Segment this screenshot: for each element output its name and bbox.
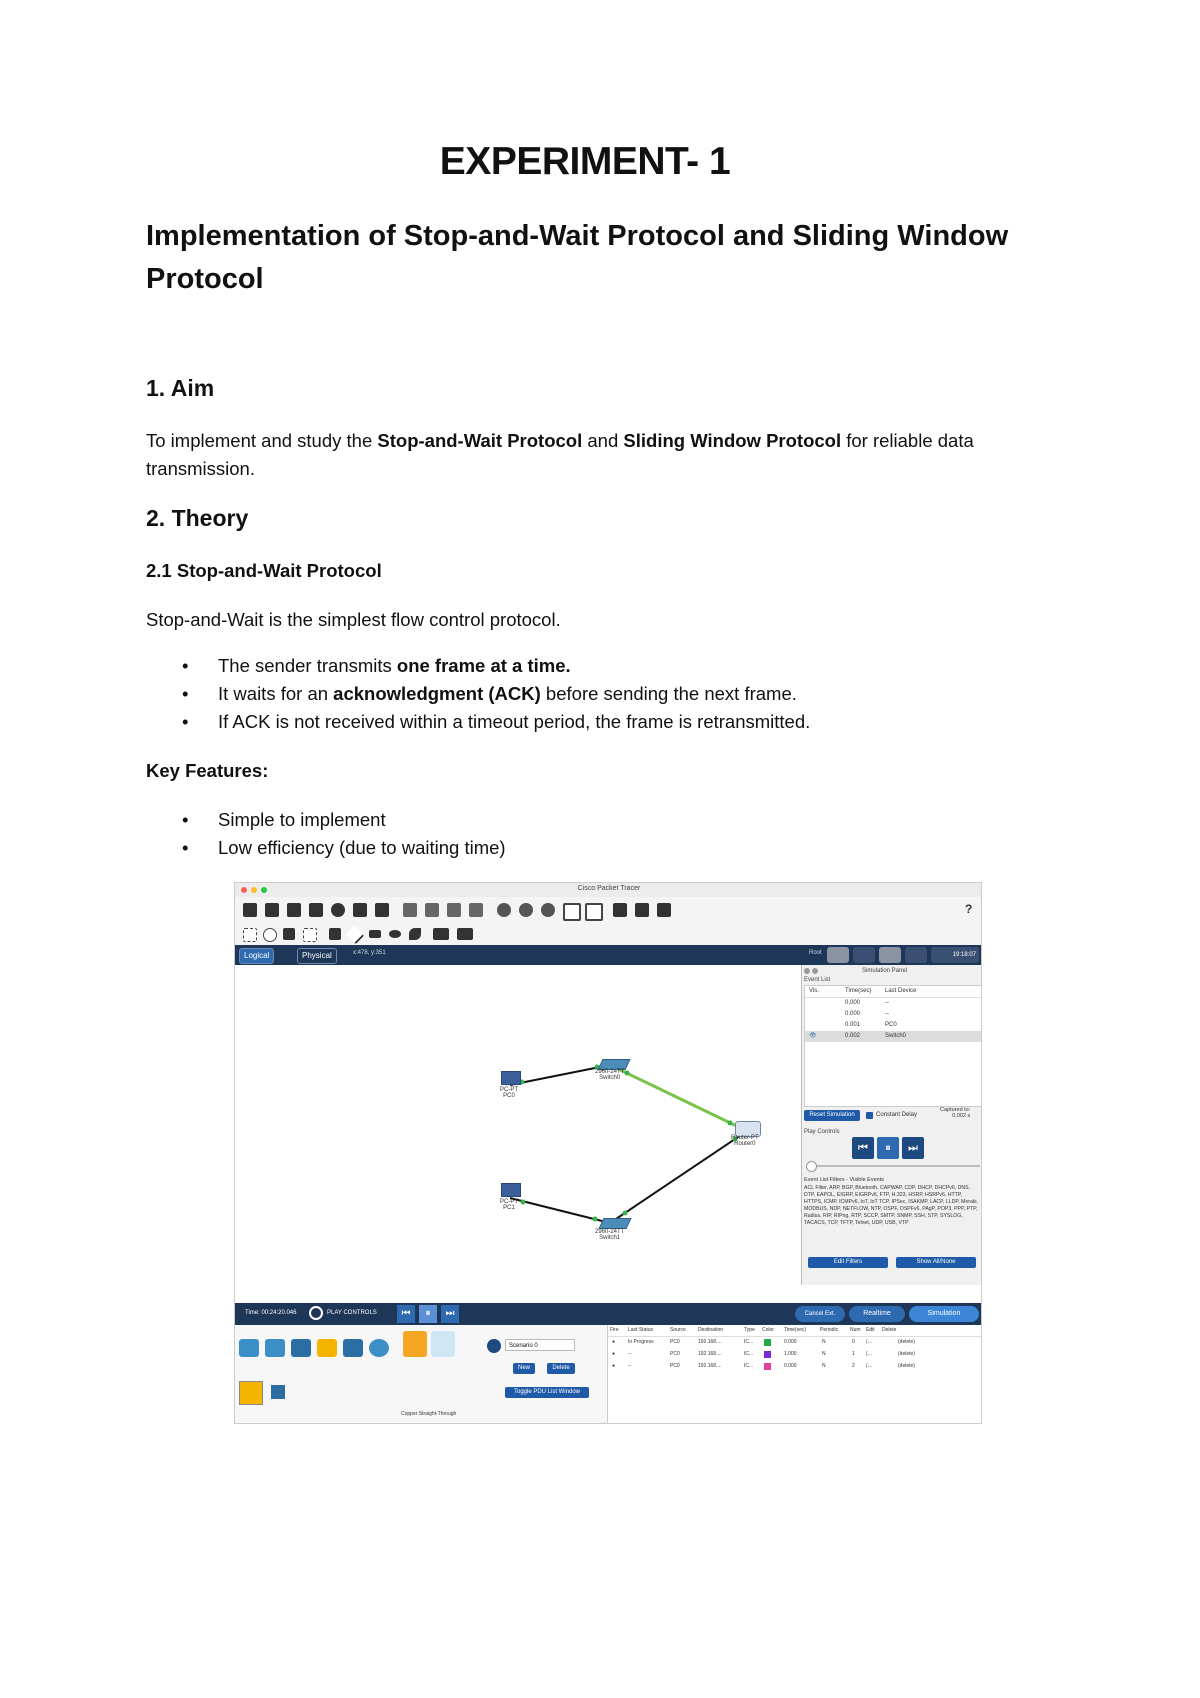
- pdu-num: 1: [852, 1351, 855, 1357]
- auto-connection-icon[interactable]: [239, 1381, 263, 1405]
- time-badge[interactable]: 19:18:07: [931, 947, 979, 963]
- event-row[interactable]: [805, 998, 981, 1009]
- misc-icon[interactable]: [343, 1339, 363, 1357]
- grid-icon[interactable]: [271, 1385, 285, 1399]
- pdu-delete[interactable]: (delete): [898, 1363, 915, 1369]
- undo-icon[interactable]: [447, 903, 461, 917]
- port-light: [623, 1211, 628, 1216]
- cancel-extension-button[interactable]: Cancel Ext.: [795, 1306, 845, 1322]
- toggle-pdu-list-button[interactable]: Toggle PDU List Window: [505, 1387, 589, 1398]
- scenario-select[interactable]: Scenario 0: [505, 1339, 575, 1351]
- page-title: EXPERIMENT- 1: [439, 140, 731, 183]
- note-icon[interactable]: [329, 928, 341, 940]
- multiuser-icon[interactable]: [369, 1339, 389, 1357]
- tab-physical[interactable]: Physical: [297, 948, 337, 964]
- filters-title: Event List Filters - Visible Events: [804, 1177, 884, 1183]
- port-light: [728, 1121, 733, 1126]
- zoom-out-icon[interactable]: [541, 903, 555, 917]
- play-speed-slider[interactable]: [806, 1165, 980, 1167]
- delete-icon[interactable]: [283, 928, 295, 940]
- switch1-label: 2960-24TT Switch1: [595, 1229, 625, 1241]
- connections-icon[interactable]: [317, 1339, 337, 1357]
- pdu-destination: 192.168....: [698, 1339, 722, 1345]
- aim-heading: 1. Aim: [146, 375, 215, 401]
- event-last-device: --: [885, 1011, 889, 1017]
- pdu-col: Edit: [866, 1327, 875, 1333]
- secondary-toolbar: [235, 923, 982, 946]
- router0-label: Router-PT Router0: [731, 1135, 759, 1147]
- new-scenario-button[interactable]: New: [513, 1363, 535, 1374]
- feature-item: • Low efficiency (due to waiting time): [182, 837, 506, 858]
- cloud-icon[interactable]: [853, 947, 875, 963]
- simulation-mode-button[interactable]: Simulation: [909, 1306, 979, 1322]
- pdu-col: Time(sec): [784, 1327, 807, 1333]
- pdu-destination: 192.168....: [698, 1363, 722, 1369]
- server-icon[interactable]: [635, 903, 649, 917]
- pdu-time: 1.000: [784, 1351, 797, 1357]
- pdu-row[interactable]: [608, 1361, 982, 1372]
- bottom-step-forward-button[interactable]: ⏭: [441, 1305, 459, 1323]
- pdu-list-header: [608, 1325, 982, 1337]
- pdu-icon[interactable]: [613, 903, 627, 917]
- pdu-col: Fire: [610, 1327, 619, 1333]
- pdu-col: Type: [744, 1327, 755, 1333]
- sim-time: Time: 00:24:20.046: [245, 1310, 297, 1316]
- cable-type-label: Copper Straight-Through: [401, 1411, 457, 1417]
- drawing-palette-icon[interactable]: [563, 903, 581, 921]
- event-last-device: PC0: [885, 1022, 897, 1028]
- lightning-cable-icon[interactable]: [403, 1331, 427, 1357]
- copper-cable-icon[interactable]: [431, 1331, 455, 1357]
- pdu-delete[interactable]: (delete): [898, 1339, 915, 1345]
- bottom-pause-button[interactable]: ⏸: [419, 1305, 437, 1323]
- pdu-time: 0.000: [784, 1363, 797, 1369]
- network-devices-icon[interactable]: [239, 1339, 259, 1357]
- resize-icon[interactable]: [303, 928, 317, 942]
- col-last-device: Last Device: [885, 988, 917, 994]
- stop-and-wait-heading: 2.1 Stop-and-Wait Protocol: [146, 560, 382, 581]
- pc1-icon[interactable]: [501, 1183, 521, 1197]
- main-toolbar: [235, 897, 982, 923]
- pdu-color-swatch: [764, 1339, 771, 1346]
- link-router0-switch1: [610, 1131, 747, 1223]
- aim-paragraph: To implement and study the Stop-and-Wait Protocol and Sliding Window Protocol for reliable data transmission.: [146, 430, 974, 479]
- step-forward-button[interactable]: ⏭: [902, 1137, 924, 1159]
- pdu-num: 2: [852, 1363, 855, 1369]
- activity-wizard-icon[interactable]: [353, 903, 367, 917]
- event-row-selected[interactable]: [805, 1031, 981, 1042]
- show-all-none-button[interactable]: Show All/None: [896, 1257, 976, 1268]
- pdu-fire[interactable]: ●: [612, 1339, 616, 1345]
- pdu-color-swatch: [764, 1351, 771, 1358]
- bottom-step-back-button[interactable]: ⏮: [397, 1305, 415, 1323]
- delete-scenario-button[interactable]: Delete: [547, 1363, 575, 1374]
- pdu-row[interactable]: [608, 1337, 982, 1348]
- pdu-source: PC0: [670, 1363, 680, 1369]
- open-folder-icon[interactable]: [265, 903, 279, 917]
- window-title: Cisco Packet Tracer: [577, 885, 641, 892]
- pdu-periodic: N: [822, 1351, 826, 1357]
- constant-delay-checkbox[interactable]: [866, 1112, 873, 1119]
- window-titlebar: [235, 883, 982, 897]
- save-icon[interactable]: [287, 903, 301, 917]
- pdu-edit[interactable]: (...: [866, 1339, 872, 1345]
- event-row[interactable]: [805, 1020, 981, 1031]
- ellipse-icon[interactable]: [389, 930, 401, 938]
- experiment-subtitle: Implementation of Stop-and-Wait Protocol and Sliding Window Protocol: [146, 220, 1009, 295]
- print-icon[interactable]: [309, 903, 323, 917]
- realtime-mode-button[interactable]: Realtime: [849, 1306, 905, 1322]
- environment-icon[interactable]: [905, 947, 927, 963]
- edit-filters-button[interactable]: Edit Filters: [808, 1257, 888, 1268]
- pdu-edit[interactable]: (...: [866, 1363, 872, 1369]
- scenario-info-icon[interactable]: [487, 1339, 501, 1353]
- pdu-delete[interactable]: (delete): [898, 1351, 915, 1357]
- pdu-destination: 192.168....: [698, 1351, 722, 1357]
- end-devices-icon[interactable]: [265, 1339, 285, 1357]
- event-row[interactable]: [805, 1009, 981, 1020]
- pdu-col: Color: [762, 1327, 774, 1333]
- pdu-type: IC...: [744, 1363, 754, 1369]
- root-label: Root: [809, 950, 822, 956]
- redo-icon[interactable]: [469, 903, 483, 917]
- event-last-device: --: [885, 1000, 889, 1006]
- reset-simulation-button[interactable]: Reset Simulation: [804, 1110, 860, 1121]
- key-features-heading: Key Features:: [146, 760, 269, 781]
- pdu-status: In Progress: [628, 1339, 654, 1345]
- network-info-icon[interactable]: [375, 903, 389, 917]
- clock-icon: [309, 1306, 323, 1320]
- freeform-icon[interactable]: [409, 928, 421, 940]
- back-icon[interactable]: [827, 947, 849, 963]
- event-list-header: [805, 986, 981, 998]
- col-time: Time(sec): [845, 988, 872, 994]
- captured-to-label: Captured to: 0.002 s: [940, 1107, 971, 1119]
- panel-close-icon[interactable]: [804, 968, 810, 974]
- zoom-in-icon[interactable]: [497, 903, 511, 917]
- event-list-table: [804, 985, 982, 1107]
- event-last-device: Switch0: [885, 1033, 907, 1039]
- bullet-item: • The sender transmits one frame at a time.: [182, 655, 571, 676]
- theory-heading: 2. Theory: [146, 505, 249, 531]
- pc0-icon[interactable]: [501, 1071, 521, 1085]
- pc1-label: PC-PT PC1: [500, 1199, 518, 1211]
- stop-and-wait-intro: Stop-and-Wait is the simplest flow control protocol.: [146, 609, 561, 630]
- pdu-periodic: N: [822, 1339, 826, 1345]
- logical-workspace[interactable]: [235, 965, 801, 1285]
- pdu-row[interactable]: [608, 1349, 982, 1360]
- pdu-fire[interactable]: ●: [612, 1351, 616, 1357]
- constant-delay-label: Constant Delay: [876, 1112, 918, 1118]
- pdu-col: Destination: [698, 1327, 724, 1333]
- port-light: [625, 1071, 630, 1076]
- rectangle-icon[interactable]: [369, 930, 381, 938]
- pdu-num: 0: [852, 1339, 855, 1345]
- bullet-item: • If ACK is not received within a timeout period, the frame is retransmitted.: [182, 711, 811, 732]
- pc0-label: PC-PT PC0: [500, 1087, 518, 1099]
- inspect-icon[interactable]: [263, 928, 277, 942]
- pdu-periodic: N: [822, 1363, 826, 1369]
- pdu-edit[interactable]: (...: [866, 1351, 872, 1357]
- port-light: [593, 1217, 598, 1222]
- navigation-icon[interactable]: [879, 947, 901, 963]
- image-icon[interactable]: [657, 903, 671, 917]
- complex-pdu-icon[interactable]: [457, 928, 473, 940]
- workspace-navbar: [235, 945, 982, 965]
- pdu-list-table: [607, 1325, 982, 1424]
- add-pdu-icon[interactable]: [433, 928, 449, 940]
- feature-item: • Simple to implement: [182, 809, 386, 830]
- pdu-col: Last Status: [628, 1327, 654, 1333]
- pdu-col: Source: [670, 1327, 686, 1333]
- components-icon[interactable]: [291, 1339, 311, 1357]
- switch0-label: 2960-24TT Switch0: [595, 1069, 625, 1081]
- pdu-status: --: [628, 1363, 632, 1369]
- cursor-coordinates: x:478, y:351: [353, 950, 386, 956]
- step-back-button[interactable]: ⏮: [852, 1137, 874, 1159]
- new-file-icon[interactable]: [243, 903, 257, 917]
- simulation-panel: [801, 965, 982, 1285]
- bullet-item: • It waits for an acknowledgment (ACK) before sending the next frame.: [182, 683, 797, 704]
- bottom-panel: [235, 1325, 982, 1424]
- custom-device-icon[interactable]: [585, 903, 603, 921]
- pdu-time: 0.000: [784, 1339, 797, 1345]
- copy-icon[interactable]: [403, 903, 417, 917]
- link-switch0-router0: [610, 1065, 747, 1131]
- globe-icon[interactable]: [331, 903, 345, 917]
- select-icon[interactable]: [243, 928, 257, 942]
- event-time: 0.000: [845, 1011, 861, 1017]
- event-time: 0.001: [845, 1022, 861, 1028]
- play-controls-label: Play Controls: [804, 1129, 840, 1135]
- paste-icon[interactable]: [425, 903, 439, 917]
- pdu-fire[interactable]: ●: [612, 1363, 616, 1369]
- switch1-icon[interactable]: [598, 1218, 631, 1229]
- topology-links: [235, 965, 801, 1285]
- pdu-status: --: [628, 1351, 632, 1357]
- pdu-col: Periodic: [820, 1327, 839, 1333]
- play-controls-title: PLAY CONTROLS: [327, 1310, 377, 1316]
- bottom-status-bar: [235, 1303, 982, 1325]
- tab-logical[interactable]: Logical: [239, 948, 274, 964]
- filters-list: ACL Filter, ARP, BGP, Bluetooth, CAPWAP, CDP, DHCP, DHCPv6, DNS, DTP, EAPOL, EIGRP, EIGRPv6, FTP, H.323, HSRP, HSRPv6, HTTP, HTTPS, ICMP, ICMPv6, IoT, IoT TCP, IPSec, ISAKMP, LACP, LLDP, Meraki, MODBUS, NDP, NETFLOW, NTP, OSPF, OSPFv6, PAgP, POP3, PPP, PTP, Radius, RIP, RIPng, RTP, SCCP, SMTP, SNMP, SSH, STP, SYSLOG, TACACS, TCP, TFTP, Telnet, UDP, USB, VTP: [804, 1185, 979, 1226]
- pdu-color-swatch: [764, 1363, 771, 1370]
- pdu-type: IC...: [744, 1351, 754, 1357]
- pdu-col: Delete: [882, 1327, 897, 1333]
- pdu-source: PC0: [670, 1351, 680, 1357]
- port-light: [521, 1200, 526, 1205]
- help-icon[interactable]: ?: [965, 902, 973, 916]
- packet-tracer-screenshot: [234, 882, 982, 1424]
- eye-icon: 👁: [809, 1033, 817, 1039]
- pause-button[interactable]: ⏸: [877, 1137, 899, 1159]
- pdu-source: PC0: [670, 1339, 680, 1345]
- zoom-reset-icon[interactable]: [519, 903, 533, 917]
- event-time: 0.000: [845, 1000, 861, 1006]
- pdu-type: IC...: [744, 1339, 754, 1345]
- col-vis: Vis.: [809, 988, 819, 994]
- pdu-col: Num: [850, 1327, 861, 1333]
- panel-detach-icon[interactable]: [812, 968, 818, 974]
- line-icon[interactable]: [346, 926, 364, 944]
- event-time: 0.002: [845, 1033, 861, 1039]
- panel-title: Simulation Panel: [862, 968, 908, 974]
- event-list-label: Event List: [804, 977, 831, 983]
- play-speed-handle[interactable]: [806, 1161, 817, 1172]
